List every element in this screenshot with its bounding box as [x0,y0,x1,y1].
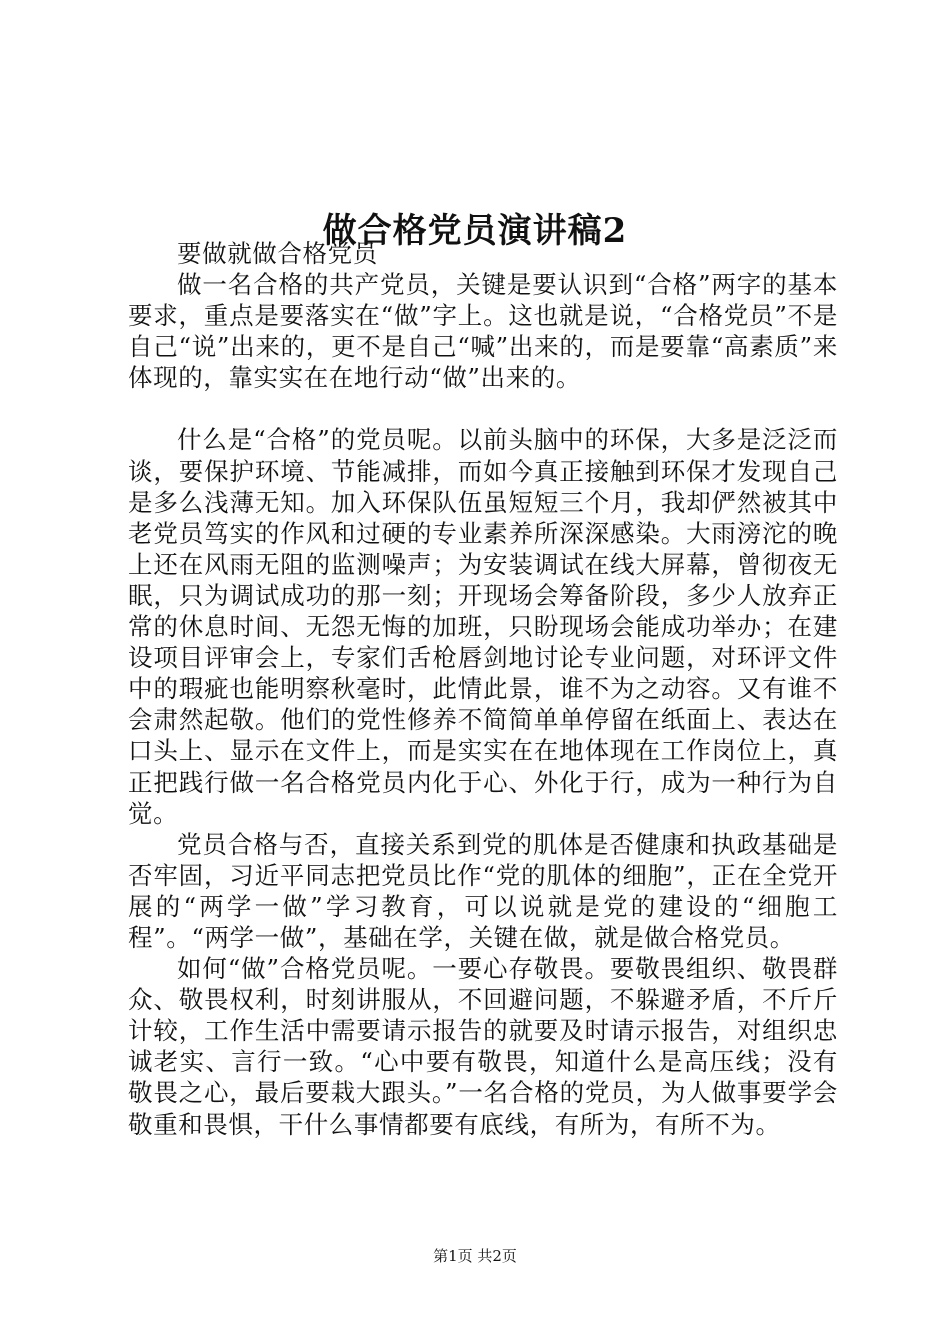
page-number-footer: 第1页 共2页 [433,1247,517,1265]
paragraph: 做一名合格的共产党员，关键是要认识到“合格”两字的基本要求，重点是要落实在“做”字上。这也就是说，“合格党员”不是自己“说”出来的，更不是自己“喊”出来的，而是要靠“高素质”来体现的，靠实实在在地行动“做”出来的。 [128,270,838,393]
document-title: 做合格党员演讲稿2 [322,210,628,251]
paragraph-subtitle: 要做就做合格党员 [177,239,378,268]
paragraph: 什么是“合格”的党员呢。以前头脑中的环保，大多是泛泛而谈，要保护环境、节能减排，而如今真正接触到环保才发现自己是多么浅薄无知。加入环保队伍虽短短三个月，我却俨然被其中老党员笃实的作风和过硬的专业素养所深深感染。大雨滂沱的晚上还在风雨无阻的监测噪声；为安装调试在线大屏幕，曾彻夜无眠，只为调试成功的那一刻；开现场会筹备阶段，多少人放弃正常的休息时间、无怨无悔的加班，只盼现场会能成功举办；在建设项目评审会上，专家们舌枪唇剑地讨论专业问题，对环评文件中的瑕疵也能明察秋毫时，此情此景，谁不为之动容。又有谁不会肃然起敬。他们的党性修养不简简单单停留在纸面上、表达在口头上、显示在文件上，而是实实在在地体现在工作岗位上，真正把践行做一名合格党员内化于心、外化于行，成为一种行为自觉。 [128,425,838,828]
document-body [128,238,838,1140]
paragraph: 如何“做”合格党员呢。一要心存敬畏。要敬畏组织、敬畏群众、敬畏权利，时刻讲服从，不回避问题，不躲避矛盾，不斤斤计较，工作生活中需要请示报告的就要及时请示报告，对组织忠诚老实、言行一致。“心中要有敬畏，知道什么是高压线；没有敬畏之心，最后要栽大跟头。”一名合格的党员，为人做事要学会敬重和畏惧，干什么事情都要有底线，有所为，有所不为。 [128,954,838,1139]
paragraph: 党员合格与否，直接关系到党的肌体是否健康和执政基础是否牢固，习近平同志把党员比作“党的肌体的细胞”，正在全党开展的“两学一做”学习教育，可以说就是党的建设的“细胞工程”。“两学一做”，基础在学，关键在做，就是做合格党员。 [128,829,838,952]
